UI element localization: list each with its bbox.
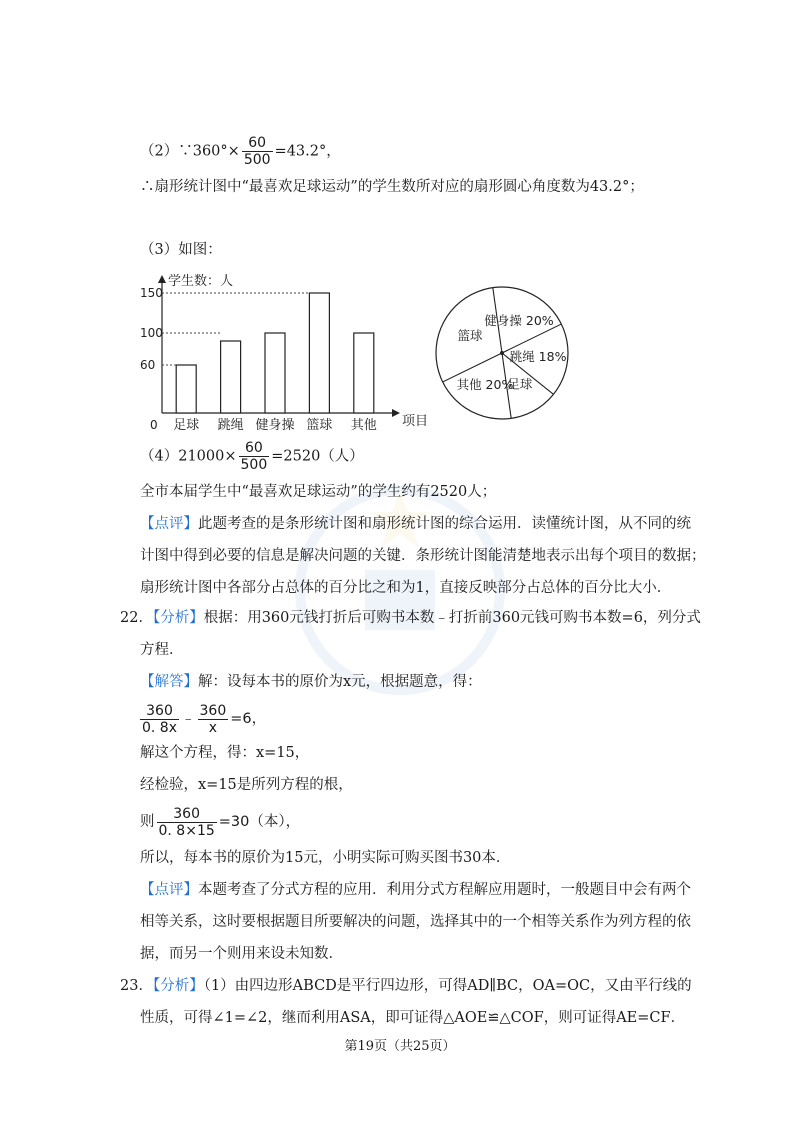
x-axis-arrow: [392, 409, 400, 417]
q23-text: （1）由四边形ABCD是平行四边形，可得AD∥BC，OA=OC，又由平行线的: [203, 978, 692, 994]
analysis-tag-2: 【分析】: [152, 978, 204, 994]
q22-line2: 方程．: [140, 642, 184, 658]
fraction-60-500: [242, 135, 273, 168]
x-tick-label: 篮球: [306, 418, 333, 433]
part4-line: [140, 440, 364, 473]
q22-text: 根据：用360元钱打折后可购书本数﹣打折前360元钱可购书本数=6，列分式: [203, 610, 701, 626]
q23-number: 23．: [120, 978, 153, 994]
x-tick-label: 健身操: [255, 418, 295, 433]
answer-tag: 【解答】: [140, 674, 198, 690]
then-result: =30（本），: [218, 814, 301, 830]
bar-chart: [130, 265, 430, 435]
part3-label: （3）如图：: [140, 242, 222, 258]
fraction-denominator: 500: [240, 457, 268, 473]
eq-numerator-1: 360: [146, 702, 173, 719]
review2-line1: [140, 880, 691, 900]
pie-label: 其他 20%: [456, 377, 514, 393]
y-axis-label: 学生数：人: [168, 274, 234, 289]
q22-number: 22．: [120, 610, 153, 626]
conclusion-line: 所以，每本书的原价为15元，小明实际可购买图书30本．: [140, 850, 511, 866]
part2-result: =43.2°，: [274, 143, 341, 160]
review1-line1: [140, 514, 691, 534]
x-axis-label: 项目: [402, 414, 429, 429]
x-tick-label: 其他: [350, 418, 377, 433]
page-footer: 第19页（共25页）: [344, 1039, 456, 1054]
then-prefix: 则: [140, 814, 155, 830]
pie-label: 足球: [507, 376, 533, 392]
fraction-60-500-b: [239, 440, 270, 473]
answer-line: [140, 672, 482, 692]
part2-prefix: （2）∵360°×: [140, 143, 240, 160]
y-tick-label: 60: [140, 358, 156, 372]
equation: [138, 700, 266, 738]
pie-chart: [430, 285, 580, 435]
then-denominator: 0. 8×15: [158, 822, 215, 839]
bar: [221, 341, 241, 413]
part4-conclusion: 全市本届学生中“最喜欢足球运动”的学生约有2520人；: [140, 484, 497, 500]
review1-line3: 扇形统计图中各部分占总体的百分比之和为1，直接反映部分占总体的百分比大小．: [140, 580, 672, 596]
eq-minus: ﹣: [181, 711, 196, 727]
then-line: [140, 803, 300, 841]
analysis-tag: 【分析】: [152, 610, 204, 626]
eq-fraction-1: [140, 703, 179, 736]
review1-text: 此题考查的是条形统计图和扇形统计图的综合运用．读懂统计图，从不同的统: [198, 516, 691, 532]
eq-numerator-2: 360: [199, 702, 227, 719]
y-tick-label: 150: [140, 286, 163, 300]
pie-label: 篮球: [457, 327, 483, 343]
q23-line1: [120, 976, 692, 996]
bar: [176, 365, 196, 413]
y-tick-label: 0: [150, 418, 158, 432]
x-tick-label: 足球: [173, 418, 200, 433]
then-fraction: [157, 806, 217, 839]
fraction-numerator: 60: [248, 135, 267, 151]
eq-denominator-1: 0. 8x: [142, 719, 177, 736]
part4-result: =2520（人）: [271, 448, 364, 465]
review2-line2: 相等关系，这时要根据题目所要解决的问题，选择其中的一个相等关系作为列方程的依: [140, 914, 691, 930]
fraction-numerator: 60: [244, 440, 263, 456]
y-axis-arrow: [158, 275, 166, 283]
part4-prefix: （4）21000×: [140, 448, 237, 465]
bar: [354, 333, 374, 413]
review-tag-2: 【点评】: [140, 882, 198, 898]
part2-line: [140, 135, 341, 168]
solve-line2: 经检验，x=15是所列方程的根，: [140, 777, 353, 793]
answer-text: 解：设每本书的原价为x元，根据题意，得：: [198, 674, 482, 690]
then-numerator: 360: [173, 805, 200, 822]
pie-label: 健身操 20%: [484, 312, 554, 328]
review1-line2: 计图中得到必要的信息是解决问题的关键．条形统计图能清楚地表示出每个项目的数据；: [140, 548, 706, 564]
x-tick-label: 跳绳: [217, 418, 244, 433]
q22-line1: [120, 608, 701, 628]
bar: [265, 333, 285, 413]
eq-rhs: =6，: [230, 711, 267, 727]
review2-text: 本题考查了分式方程的应用．利用分式方程解应用题时，一般题目中会有两个: [198, 882, 691, 898]
fraction-denominator: 500: [243, 152, 271, 168]
eq-denominator-2: x: [198, 719, 229, 736]
solve-line1: 解这个方程，得：x=15，: [140, 745, 310, 761]
eq-fraction-2: [198, 703, 229, 736]
pie-label: 跳绳 18%: [509, 349, 567, 365]
y-tick-label: 100: [140, 326, 163, 340]
pie-center: [500, 351, 504, 355]
bar: [309, 293, 329, 413]
part2-conclusion: ∴扇形统计图中“最喜欢足球运动”的学生数所对应的扇形圆心角度数为43.2°；: [140, 179, 644, 195]
q23-line2: 性质，可得∠1=∠2，继而利用ASA，即可证得△AOE≌△COF，则可证得AE=CF．: [140, 1010, 686, 1026]
review-tag: 【点评】: [140, 516, 198, 532]
review2-line3: 据，而另一个则用来设未知数．: [140, 946, 343, 962]
